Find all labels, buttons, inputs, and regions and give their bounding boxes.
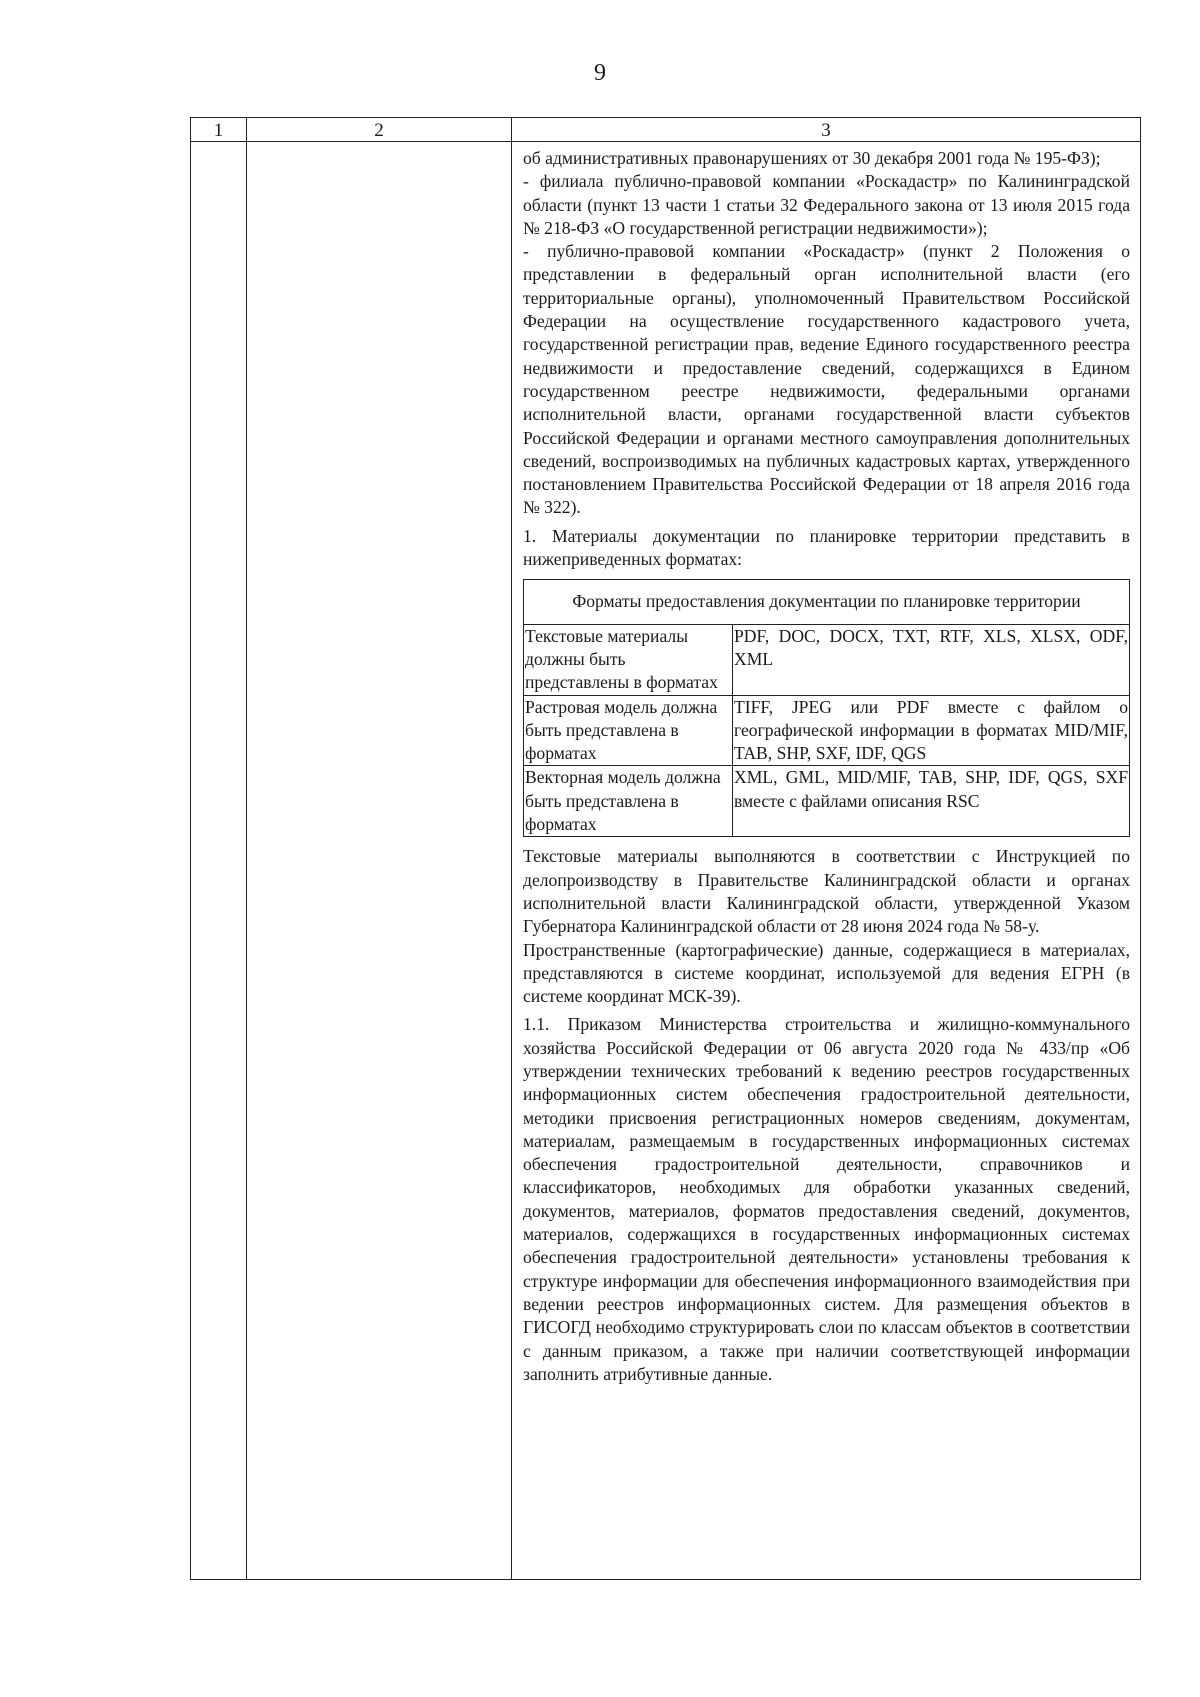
format-list: TIFF, JPEG или PDF вместе с файлом о географической информации в форматах MID/MIF, TAB, SHP, SXF, IDF, QGS bbox=[733, 695, 1130, 766]
format-list: XML, GML, MID/MIF, TAB, SHP, IDF, QGS, SXF вместе с файлами описания RSC bbox=[733, 766, 1130, 837]
paragraph-spatial-data: Пространственные (картографические) данные, содержащиеся в материалах, представляются в системе координат, используемой для ведения ЕГРН (в системе координат МСК-39). bbox=[523, 939, 1130, 1007]
column-header-1: 1 bbox=[213, 120, 224, 141]
format-type-label: Растровая модель должна быть представлена в форматах bbox=[524, 695, 733, 766]
paragraph-text-materials: Текстовые материалы выполняются в соответствии с Инструкцией по делопроизводству в Правительстве Калининградской области и органах исполнительной власти Калининградской области, утвержденной Указом Губернатора Калининградской области от 28 июня 2024 года № 58-у. bbox=[523, 846, 1130, 937]
header-divider bbox=[191, 141, 1140, 142]
column-header-3: 3 bbox=[821, 120, 831, 141]
formats-table bbox=[523, 579, 1130, 837]
column-3-content bbox=[523, 147, 1130, 1386]
format-list: PDF, DOC, DOCX, TXT, RTF, XLS, XLSX, ODF, XML bbox=[733, 624, 1130, 695]
column-header-2: 2 bbox=[374, 120, 384, 141]
format-type-label: Текстовые материалы должны быть представлены в форматах bbox=[524, 624, 733, 695]
table-row bbox=[524, 695, 1130, 766]
paragraph-formats-intro: 1. Материалы документации по планировке территории представить в нижеприведенных форматах: bbox=[523, 525, 1130, 570]
paragraph-ministry-order: 1.1. Приказом Министерства строительства и жилищно-коммунального хозяйства Российской Федерации от 06 августа 2020 года № 433/пр «Об утверждении технических требований к ведению реестров государственных информационных систем обеспечения градостроительной деятельности, методики присвоения регистрационных номеров сведениям, документам, материалам, размещаемым в государственных информационных системах обеспечения градостроительной деятельности, справочников и классификаторов, необходимых для обработки указанных сведений, документов, материалов, форматов предоставления сведений, документов, материалов, содержащихся в государственных информационных системах обеспечения градостроительной деятельности» установлены требования к структуре информации для обеспечения информационного взаимодействия при ведении реестров информационных систем. Для размещения объектов в ГИСОГД необходимо структурировать слои по классам объектов в соответствии с данным приказом, а также при наличии соответствующей информации заполнить атрибутивные данные. bbox=[523, 1014, 1130, 1384]
formats-table-title: Форматы предоставления документации по планировке территории bbox=[524, 580, 1130, 624]
column-divider bbox=[246, 118, 247, 1579]
table-row bbox=[524, 766, 1130, 837]
page-number: 9 bbox=[594, 60, 606, 86]
paragraph-rosreestr-company: - публично-правовой компании «Роскадастр» (пункт 2 Положения о представлении в федеральный орган исполнительной власти (его территориальные органы), уполномоченный Правительством Российской Федерации на осуществление государственного кадастрового учета, государственной регистрации прав, ведение Единого государственного реестра недвижимости и предоставление сведений, содержащихся в Едином государственном реестре недвижимости, федеральными органами исполнительной власти, органами государственной власти субъектов Российской Федерации и органами местного самоуправления дополнительных сведений, воспроизводимых на публичных кадастровых картах, утвержденного постановлением Правительства Российской Федерации от 18 апреля 2016 года № 322). bbox=[523, 241, 1130, 518]
format-type-label: Векторная модель должна быть представлена в форматах bbox=[524, 766, 733, 837]
table-row bbox=[524, 624, 1130, 695]
paragraph-rosreestr-branch: - филиала публично-правовой компании «Роскадастр» по Калининградской области (пункт 13 части 1 статьи 32 Федерального закона от 13 июля 2015 года № 218-ФЗ «О государственной регистрации недвижимости»); bbox=[523, 171, 1130, 238]
column-divider bbox=[511, 118, 512, 1579]
paragraph-law-reference: об административных правонарушениях от 30 декабря 2001 года № 195-ФЗ); bbox=[523, 148, 1101, 168]
